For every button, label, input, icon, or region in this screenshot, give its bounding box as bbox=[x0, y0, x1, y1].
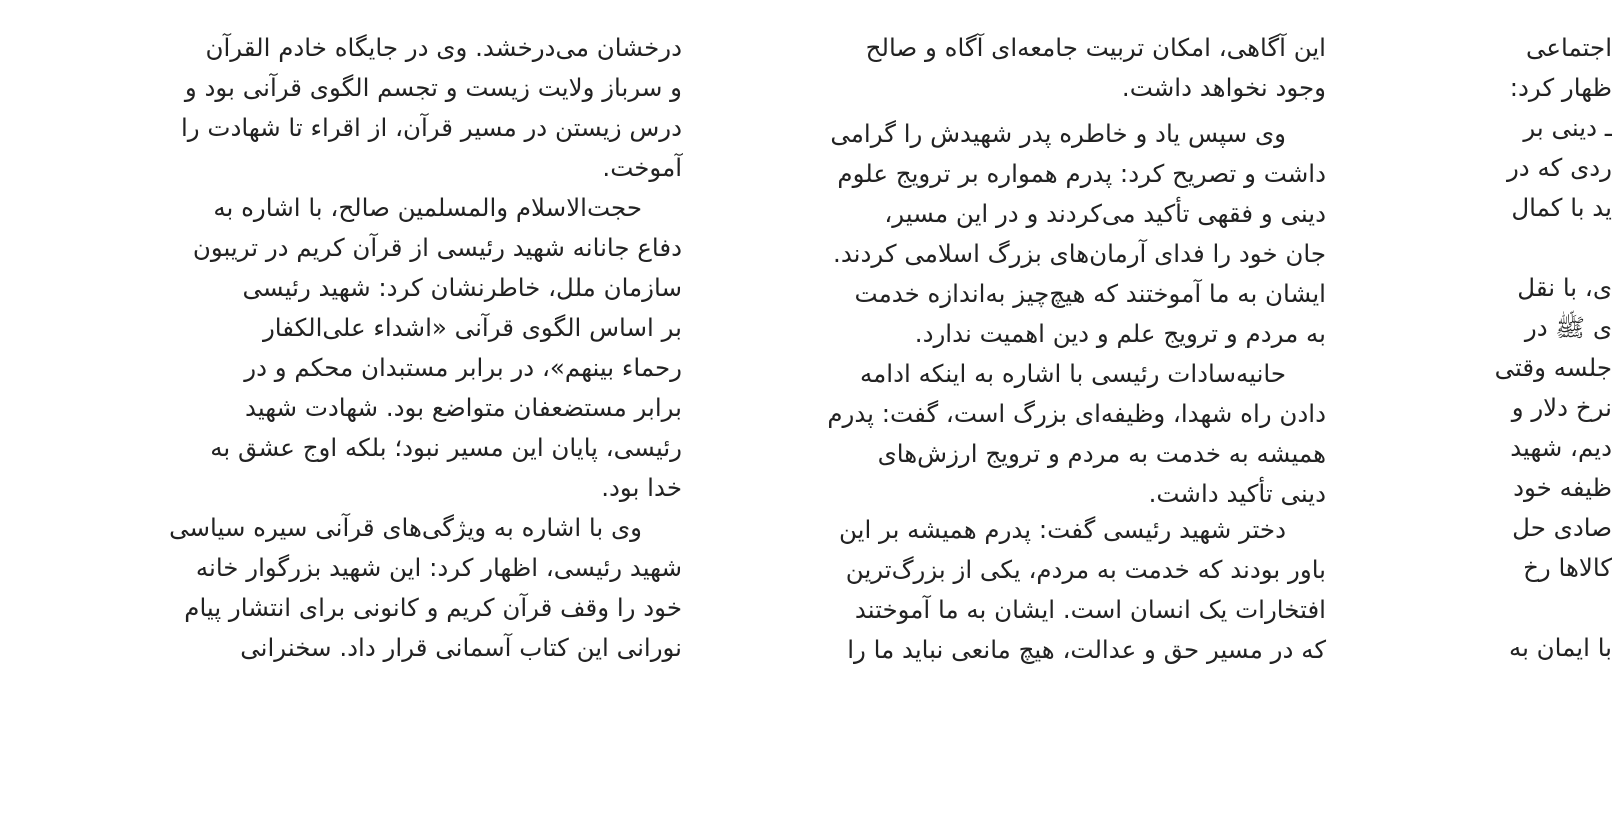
text-line: دفاع جانانه شهید رئیسی از قرآن کریم در تریبون bbox=[192, 233, 682, 262]
text-line: که در مسیر حق و عدالت، هیچ مانعی نباید ما را bbox=[847, 635, 1326, 664]
text-line: دینی و فقهی تأکید می‌کردند و در این مسیر، bbox=[884, 199, 1326, 228]
text-line: آموخت. bbox=[602, 153, 682, 182]
text-line: درس زیستن در مسیر قرآن، از اقراء تا شهادت را bbox=[180, 113, 682, 142]
text-line: این آگاهی، امکان تربیت جامعه‌ای آگاه و صالح bbox=[865, 33, 1326, 62]
text-line: ایشان به ما آموختند که هیچ‌چیز به‌اندازه خدمت bbox=[854, 279, 1326, 308]
paragraph bbox=[80, 28, 682, 188]
text-line: ردی که در bbox=[1506, 153, 1612, 182]
text-line: درخشان می‌درخشد. وی در جایگاه خادم القرآن bbox=[205, 33, 682, 62]
article-column-right-clipped bbox=[1352, 0, 1612, 668]
text-line: جان خود را فدای آرمان‌های بزرگ اسلامی کردند. bbox=[833, 239, 1326, 268]
text-line: رحماء بینهم»، در برابر مستبدان محکم و در bbox=[244, 353, 682, 382]
paragraph bbox=[1352, 28, 1612, 668]
text-line: جلسه وقتی bbox=[1494, 353, 1612, 382]
text-line: ظیفه خود bbox=[1513, 473, 1612, 502]
text-line: ی ﷺ در bbox=[1524, 313, 1612, 342]
text-line: خدا بود. bbox=[601, 473, 682, 502]
text-line: وجود نخواهد داشت. bbox=[1121, 73, 1326, 102]
text-line: با ایمان به bbox=[1508, 633, 1612, 662]
cut-off-line bbox=[1352, 0, 1612, 28]
text-line bbox=[1352, 228, 1612, 268]
text-line bbox=[1352, 588, 1612, 628]
text-line: باور بودند که خدمت به مردم، یکی از بزرگ‌ترین bbox=[845, 555, 1326, 584]
text-line: سازمان ملل، خاطرنشان کرد: شهید رئیسی bbox=[242, 273, 682, 302]
paragraph bbox=[728, 354, 1326, 514]
text-line: خود را وقف قرآن کریم و کانونی برای انتشار پیام bbox=[184, 593, 682, 622]
text-line: و سرباز ولایت زیست و تجسم الگوی قرآنی بود و bbox=[184, 73, 682, 102]
cut-off-line bbox=[728, 0, 1326, 28]
text-line: بر اساس الگوی قرآنی «اشداء علی‌الکفار bbox=[262, 313, 682, 342]
text-line: ید با کمال bbox=[1511, 193, 1612, 222]
article-column-middle bbox=[728, 0, 1326, 670]
text-line: افتخارات یک انسان است. ایشان به ما آموختند bbox=[854, 595, 1326, 624]
text-line: دیم، شهید bbox=[1510, 433, 1612, 462]
text-line: نورانی این کتاب آسمانی قرار داد. سخنرانی bbox=[240, 633, 682, 662]
paragraph bbox=[728, 28, 1326, 108]
text-line: وی با اشاره به ویژگی‌های قرآنی سیره سیاسی bbox=[169, 513, 642, 542]
text-line: به مردم و ترویج علم و دین اهمیت ندارد. bbox=[914, 319, 1326, 348]
article-column-left bbox=[80, 0, 682, 668]
text-line: برابر مستضعفان متواضع بود. شهادت شهید bbox=[244, 393, 682, 422]
text-line: دادن راه شهدا، وظیفه‌ای بزرگ است، گفت: پدرم bbox=[827, 399, 1326, 428]
text-line: داشت و تصریح کرد: پدرم همواره بر ترویج علوم bbox=[837, 159, 1326, 188]
text-line: صادی حل bbox=[1512, 513, 1612, 542]
text-line: همیشه به خدمت به مردم و ترویج ارزش‌های bbox=[877, 439, 1326, 468]
text-line: ظهار کرد: bbox=[1509, 73, 1612, 102]
paragraph bbox=[80, 188, 682, 508]
paragraph bbox=[80, 508, 682, 668]
text-line: دینی تأکید داشت. bbox=[1148, 479, 1326, 508]
text-line: نرخ دلار و bbox=[1511, 393, 1612, 422]
text-line: ی، با نقل bbox=[1517, 273, 1612, 302]
text-line: رئیسی، پایان این مسیر نبود؛ بلکه اوج عشق به bbox=[210, 433, 682, 462]
text-line: کالاها رخ bbox=[1523, 553, 1612, 582]
text-line: دختر شهید رئیسی گفت: پدرم همیشه بر این bbox=[838, 515, 1286, 544]
paragraph bbox=[728, 510, 1326, 670]
cut-off-line bbox=[80, 0, 682, 28]
text-line: شهید رئیسی، اظهار کرد: این شهید بزرگوار خانه bbox=[195, 553, 682, 582]
text-line: ـ دینی بر bbox=[1523, 113, 1612, 142]
text-line: حجت‌الاسلام والمسلمین صالح، با اشاره به bbox=[213, 193, 642, 222]
paragraph bbox=[728, 114, 1326, 354]
text-line: وی سپس یاد و خاطره پدر شهیدش را گرامی bbox=[830, 119, 1286, 148]
text-line: حانیه‌سادات رئیسی با اشاره به اینکه ادامه bbox=[860, 359, 1286, 388]
text-line: اجتماعی bbox=[1525, 33, 1612, 62]
